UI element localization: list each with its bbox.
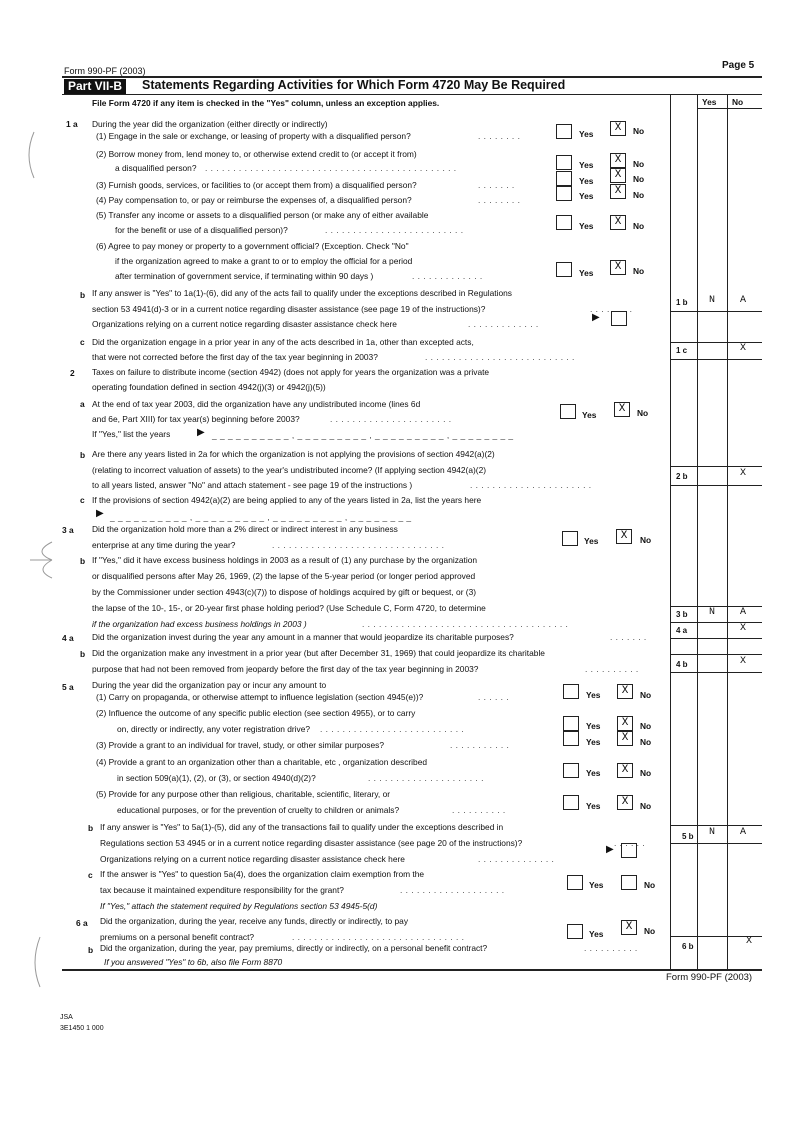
- q1-item5-line2: for the benefit or use of a disqualified person)?: [115, 225, 288, 235]
- q6a-line2: premiums on a personal benefit contract?: [100, 932, 255, 942]
- leader-dots: . . . . . . . . . .: [584, 943, 638, 953]
- yes-label: Yes: [589, 880, 604, 890]
- arrow-icon: ▶: [197, 427, 205, 438]
- q2-number: 2: [70, 368, 75, 378]
- q5b-letter: b: [88, 823, 94, 833]
- q2-intro-line1: Taxes on failure to distribute income (section 4942) (does not apply for years the organization was a private: [92, 367, 490, 377]
- arrow-icon: ▶: [592, 312, 600, 323]
- yes-label: Yes: [586, 737, 601, 747]
- form-id-footer: Form 990-PF (2003): [666, 972, 753, 983]
- leader-dots: . . . . . . . . . . . . . . . . . . . . .: [368, 773, 484, 783]
- yes-label: Yes: [589, 929, 604, 939]
- line-number-column-left: [670, 94, 671, 970]
- q6b-note: If you answered "Yes" to 6b, also file Form 8870: [104, 957, 283, 967]
- margin-mark: [20, 130, 40, 180]
- q6-number: 6 a: [76, 918, 88, 928]
- line-3b-yes-answer: N: [708, 607, 715, 618]
- q5-number: 5 a: [62, 682, 74, 692]
- yes-column-left: [697, 94, 698, 970]
- q2b-line2: (relating to incorrect valuation of assets) to the year's undistributed income? (If applying section 4942(a)(2): [92, 465, 487, 475]
- q5-item2-line2: on, directly or indirectly, any voter registration drive?: [117, 724, 311, 734]
- q5-item3-no-checkbox[interactable]: X: [617, 731, 633, 746]
- no-label: No: [633, 221, 645, 231]
- q5-item3-yes-checkbox[interactable]: [563, 731, 579, 746]
- page-number: Page 5: [722, 60, 755, 71]
- yes-label: Yes: [586, 801, 601, 811]
- row-rule: [670, 843, 762, 844]
- line-2b-label: 2 b: [676, 472, 688, 481]
- q4b-line1: Did the organization make any investment in a prior year (but after December 31, 1969) that could jeopardize its charitable: [92, 648, 545, 658]
- leader-dots: . . . . . . . . . . . . . . . . . . . . . .: [470, 480, 592, 490]
- q6b-line1: Did the organization, during the year, pay premiums, directly or indirectly, on a personal benefit contract?: [100, 943, 488, 953]
- q2c-letter: c: [80, 495, 85, 505]
- q4a-line1: Did the organization invest during the year any amount in a manner that would jeopardize its charitable purposes?: [92, 632, 514, 642]
- q5-item2-line1: (2) Influence the outcome of any specific public election (see section 4955), or to carry: [96, 708, 416, 718]
- q4b-line2: purpose that had not been removed from jeopardy before the first day of the tax year beginning in 2003?: [92, 664, 479, 674]
- q2a-yes-checkbox[interactable]: [560, 404, 576, 419]
- part-title: Statements Regarding Activities for Which Form 4720 May Be Required: [142, 78, 566, 92]
- q5-item5-no-checkbox[interactable]: X: [617, 795, 633, 810]
- q1-item6-no-checkbox[interactable]: X: [610, 260, 626, 275]
- q1-item3-yes-checkbox[interactable]: [556, 171, 572, 186]
- q5c-no-checkbox[interactable]: [621, 875, 637, 890]
- no-label: No: [640, 801, 652, 811]
- q1-item1-yes-checkbox[interactable]: [556, 124, 572, 139]
- q1b-disaster-checkbox[interactable]: [611, 311, 627, 326]
- q5-item4-no-checkbox[interactable]: X: [617, 763, 633, 778]
- q2a-line2: and 6e, Part XIII) for tax year(s) beginning before 2003?: [92, 414, 300, 424]
- yes-label: Yes: [579, 129, 594, 139]
- q2c-line1: If the provisions of section 4942(a)(2) are being applied to any of the years listed in 2a, list the years here: [92, 495, 482, 505]
- q1b-line3: Organizations relying on a current notice regarding disaster assistance check here: [92, 319, 397, 329]
- column-yes-header: Yes: [702, 97, 717, 107]
- leader-dots: . . . . . . . . . . . . . . . . . . . . . . . . . .: [320, 724, 465, 734]
- yes-label: Yes: [579, 268, 594, 278]
- no-label: No: [633, 190, 645, 200]
- yes-label: Yes: [579, 221, 594, 231]
- column-no-header: No: [732, 97, 744, 107]
- q2a-line1: At the end of tax year 2003, did the organization have any undistributed income (lines 6d: [92, 399, 421, 409]
- leader-dots: . . . . . . . . . . . . .: [468, 319, 539, 329]
- line-5b-yes-answer: N: [708, 827, 715, 838]
- q5c-line1: If the answer is "Yes" to question 5a(4), does the organization claim exemption from the: [100, 869, 425, 879]
- no-label: No: [644, 926, 656, 936]
- q1-item5-yes-checkbox[interactable]: [556, 215, 572, 230]
- q3a-yes-checkbox[interactable]: [562, 531, 578, 546]
- leader-dots: . . . . . . . . . .: [452, 805, 506, 815]
- q3a-line2: enterprise at any time during the year?: [92, 540, 236, 550]
- yes-label: Yes: [586, 690, 601, 700]
- years-blank-line[interactable]: _ _ _ _ _ _ _ _ _ _ , _ _ _ _ _ _ _ _ _ , _ _ _ _ _ _ _ _ _ , _ _ _ _ _ _ _ _: [212, 430, 514, 440]
- leader-dots: . . . . . . . . . . .: [450, 740, 510, 750]
- q5c-yes-checkbox[interactable]: [567, 875, 583, 890]
- leader-dots: . . . . . . . .: [478, 195, 521, 205]
- q1b-letter: b: [80, 290, 86, 300]
- q3b-line2: or disqualified persons after May 26, 1969, (2) the lapse of the 5-year period (or longer period approved: [92, 571, 476, 581]
- line-4a-no-answer: X: [739, 623, 746, 634]
- q5-item4-line1: (4) Provide a grant to an organization other than a charitable, etc , organization described: [96, 757, 428, 767]
- leader-dots: . . . . . .: [614, 838, 646, 848]
- q1-item2-yes-checkbox[interactable]: [556, 155, 572, 170]
- title-rule: [62, 94, 762, 95]
- years-blank-line[interactable]: _ _ _ _ _ _ _ _ _ _ , _ _ _ _ _ _ _ _ _ , _ _ _ _ _ _ _ _ _ , _ _ _ _ _ _ _ _: [110, 512, 412, 522]
- q1-number: 1 a: [66, 119, 78, 129]
- q1-item2-no-checkbox[interactable]: X: [610, 153, 626, 168]
- q2b-line1: Are there any years listed in 2a for which the organization is not applying the provisions of section 4942(a)(2): [92, 449, 495, 459]
- q5b-disaster-checkbox[interactable]: [621, 843, 637, 858]
- q5b-line2: Regulations section 53 4945 or in a current notice regarding disaster assistance (see page 20 of the instructions)?: [100, 838, 523, 848]
- q5-item5-line2: educational purposes, or for the prevention of cruelty to children or animals?: [117, 805, 400, 815]
- margin-mark: [26, 935, 46, 990]
- row-rule: [670, 638, 762, 639]
- q3b-line5: if the organization had excess business holdings in 2003 ): [92, 619, 307, 629]
- q1b-line2: section 53 4941(d)-3 or in a current notice regarding disaster assistance (see page 19 of the instructions)?: [92, 304, 486, 314]
- yes-label: Yes: [584, 536, 599, 546]
- leader-dots: . . . . . . . . . . . . . . . . . . . . . . . . . . . . . . . . . . . . .: [362, 619, 569, 629]
- q5-item4-yes-checkbox[interactable]: [563, 763, 579, 778]
- line-4a-label: 4 a: [676, 626, 688, 635]
- no-label: No: [633, 174, 645, 184]
- leader-dots: . . . . . . . . . .: [585, 664, 639, 674]
- line-6b-label: 6 b: [682, 942, 694, 951]
- no-label: No: [640, 535, 652, 545]
- q2b-line3: to all years listed, answer "No" and attach statement - see page 19 of the instructions ): [92, 480, 413, 490]
- line-3b-no-answer: A: [739, 607, 746, 618]
- q3b-letter: b: [80, 556, 86, 566]
- leader-dots: . . . . . .: [478, 692, 510, 702]
- no-label: No: [640, 737, 652, 747]
- part-label: Part VII-B: [64, 79, 126, 94]
- q5-item4-line2: in section 509(a)(1), (2), or (3), or section 4940(d)(2)?: [117, 773, 316, 783]
- column-header-rule: [697, 108, 762, 109]
- leader-dots: . . . . . . . . . . . . . . . . . . . . . . . . . . .: [425, 352, 575, 362]
- no-label: No: [633, 126, 645, 136]
- yes-label: Yes: [579, 176, 594, 186]
- q1-item4-no-checkbox[interactable]: X: [610, 184, 626, 199]
- no-label: No: [633, 266, 645, 276]
- q1-item2-line2: a disqualified person?: [115, 163, 197, 173]
- leader-dots: . . . . . . .: [610, 632, 647, 642]
- leader-dots: . . . . . . . .: [590, 304, 633, 314]
- q6b-letter: b: [88, 945, 94, 955]
- line-5b-label: 5 b: [682, 832, 694, 841]
- q5c-note: If "Yes," attach the statement required by Regulations section 53 4945-5(d): [100, 901, 378, 911]
- q1c-line2: that were not corrected before the first day of the tax year beginning in 2003?: [92, 352, 378, 362]
- q1-item5-line1: (5) Transfer any income or assets to a disqualified person (or make any of either available: [96, 210, 429, 220]
- q5c-letter: c: [88, 870, 93, 880]
- q2a-letter: a: [80, 399, 85, 409]
- arrow-icon: ▶: [96, 508, 104, 519]
- leader-dots: . . . . . . . . . . . . . . . . . . . . . . . . . . . . . . .: [292, 932, 465, 942]
- form-id-header: Form 990-PF (2003): [64, 66, 146, 76]
- row-rule: [670, 359, 762, 360]
- row-rule: [670, 466, 762, 467]
- q5-item2-no-checkbox[interactable]: X: [617, 716, 633, 731]
- line-5b-no-answer: A: [739, 827, 746, 838]
- line-4b-label: 4 b: [676, 660, 688, 669]
- yes-label: Yes: [582, 410, 597, 420]
- q5b-line1: If any answer is "Yes" to 5a(1)-(5), did any of the transactions fail to qualify under the exceptions described in: [100, 822, 504, 832]
- yes-label: Yes: [579, 191, 594, 201]
- yes-label: Yes: [586, 721, 601, 731]
- no-label: No: [644, 880, 656, 890]
- line-1b-label: 1 b: [676, 298, 688, 307]
- q1c-letter: c: [80, 337, 85, 347]
- leader-dots: . . . . . . . . . . . . . . . . . . . . . . . . . . . . . . . . . . . . . . . . . . . . .: [205, 163, 457, 173]
- q5b-line3: Organizations relying on a current notice regarding disaster assistance check here: [100, 854, 405, 864]
- line-3b-label: 3 b: [676, 610, 688, 619]
- q5c-line2: tax because it maintained expenditure responsibility for the grant?: [100, 885, 344, 895]
- q1-item3: (3) Furnish goods, services, or facilities to (or accept them from) a disqualified person?: [96, 180, 417, 190]
- yes-label: Yes: [586, 768, 601, 778]
- leader-dots: . . . . . . . . . . . . . . . . . . . . . . . . . . . . . . .: [272, 540, 445, 550]
- q1-item5-no-checkbox[interactable]: X: [610, 215, 626, 230]
- q5-item1-yes-checkbox[interactable]: [563, 684, 579, 699]
- line-2b-no-answer: X: [739, 468, 746, 479]
- q3a-line1: Did the organization hold more than a 2% direct or indirect interest in any business: [92, 524, 398, 534]
- row-rule: [670, 654, 762, 655]
- line-1c-no-answer: X: [739, 343, 746, 354]
- jsa-label: JSA: [60, 1014, 73, 1021]
- q5-item1-no-checkbox[interactable]: X: [617, 684, 633, 699]
- q1b-line1: If any answer is "Yes" to 1a(1)-(6), did any of the acts fail to qualify under the exceptions described in Regulations: [92, 288, 512, 298]
- line-6b-no-answer: X: [745, 936, 752, 947]
- no-label: No: [640, 768, 652, 778]
- line-1b-no-answer: A: [739, 295, 746, 306]
- q1-item6-yes-checkbox[interactable]: [556, 262, 572, 277]
- no-label: No: [633, 159, 645, 169]
- q3b-line1: If "Yes," did it have excess business holdings in 2003 as a result of (1) any purchase by the organization: [92, 555, 478, 565]
- row-rule: [670, 485, 762, 486]
- leader-dots: . . . . . . . . . . . . . . . . . . . . . . . . .: [325, 225, 464, 235]
- q1-item6-line3: after termination of government service, if terminating within 90 days ): [115, 271, 374, 281]
- q1-item1-no-checkbox[interactable]: X: [610, 121, 626, 136]
- row-rule: [670, 825, 762, 826]
- row-rule: [670, 311, 762, 312]
- q5-intro: During the year did the organization pay or incur any amount to: [92, 680, 327, 690]
- q1-item4-yes-checkbox[interactable]: [556, 186, 572, 201]
- q3b-line4: the lapse of the 10-, 15-, or 20-year first phase holding period? (Use Schedule C, Form 4720, to determine: [92, 603, 486, 613]
- q1-item1: (1) Engage in the sale or exchange, or leasing of property with a disqualified person?: [96, 131, 411, 141]
- row-rule: [670, 672, 762, 673]
- instruction-text: File Form 4720 if any item is checked in the "Yes" column, unless an exception applies.: [92, 98, 440, 108]
- q4b-letter: b: [80, 649, 86, 659]
- q5-item5-yes-checkbox[interactable]: [563, 795, 579, 810]
- q2a-years-label: If "Yes," list the years: [92, 429, 171, 439]
- q5-item2-yes-checkbox[interactable]: [563, 716, 579, 731]
- form-code: 3E1450 1 000: [60, 1025, 104, 1032]
- q5-item1: (1) Carry on propaganda, or otherwise attempt to influence legislation (section 4945(e))?: [96, 692, 424, 702]
- leader-dots: . . . . . . . . . . . . . . . . . . .: [400, 885, 505, 895]
- q1-item3-no-checkbox[interactable]: X: [610, 168, 626, 183]
- q2b-letter: b: [80, 450, 86, 460]
- q1-item6-line2: if the organization agreed to make a grant to or to employ the official for a period: [115, 256, 413, 266]
- q4-number: 4 a: [62, 633, 74, 643]
- q1c-line1: Did the organization engage in a prior year in any of the acts described in 1a, other than excepted acts,: [92, 337, 474, 347]
- q3b-line3: by the Commissioner under section 4943(c)(7)) to dispose of holdings acquired by gift or bequest, or (3): [92, 587, 477, 597]
- line-4b-no-answer: X: [739, 656, 746, 667]
- leader-dots: . . . . . . . .: [478, 131, 521, 141]
- q3-number: 3 a: [62, 525, 74, 535]
- no-label: No: [640, 690, 652, 700]
- q3a-no-checkbox[interactable]: X: [616, 529, 632, 544]
- q5-item5-line1: (5) Provide for any purpose other than religious, charitable, scientific, literary, or: [96, 789, 391, 799]
- q1-item6-line1: (6) Agree to pay money or property to a government official? (Exception. Check "No": [96, 241, 409, 251]
- q2a-no-checkbox[interactable]: X: [614, 402, 630, 417]
- no-label: No: [640, 721, 652, 731]
- q6a-yes-checkbox[interactable]: [567, 924, 583, 939]
- arrow-icon: ▶: [606, 844, 614, 855]
- q6a-no-checkbox[interactable]: X: [621, 920, 637, 935]
- leader-dots: . . . . . . .: [478, 180, 515, 190]
- q1-intro: During the year did the organization (either directly or indirectly): [92, 119, 328, 129]
- leader-dots: . . . . . . . . . . . . .: [412, 271, 483, 281]
- no-column-left: [727, 94, 728, 970]
- q5-item3: (3) Provide a grant to an individual for travel, study, or other similar purposes?: [96, 740, 384, 750]
- q1-item4: (4) Pay compensation to, or pay or reimburse the expenses of, a disqualified person?: [96, 195, 412, 205]
- yes-label: Yes: [579, 160, 594, 170]
- leader-dots: . . . . . . . . . . . . . . . . . . . . . .: [330, 414, 452, 424]
- line-1b-yes-answer: N: [708, 295, 715, 306]
- footer-rule: [62, 969, 762, 971]
- margin-mark: [26, 540, 56, 580]
- q2-intro-line2: operating foundation defined in section 4942(j)(3) or 4942(j)(5)): [92, 382, 326, 392]
- q6a-line1: Did the organization, during the year, receive any funds, directly or indirectly, to pay: [100, 916, 409, 926]
- line-1c-label: 1 c: [676, 346, 688, 355]
- q1-item2-line1: (2) Borrow money from, lend money to, or otherwise extend credit to (or accept it from): [96, 149, 417, 159]
- leader-dots: . . . . . . . . . . . . . .: [478, 854, 555, 864]
- no-label: No: [637, 408, 649, 418]
